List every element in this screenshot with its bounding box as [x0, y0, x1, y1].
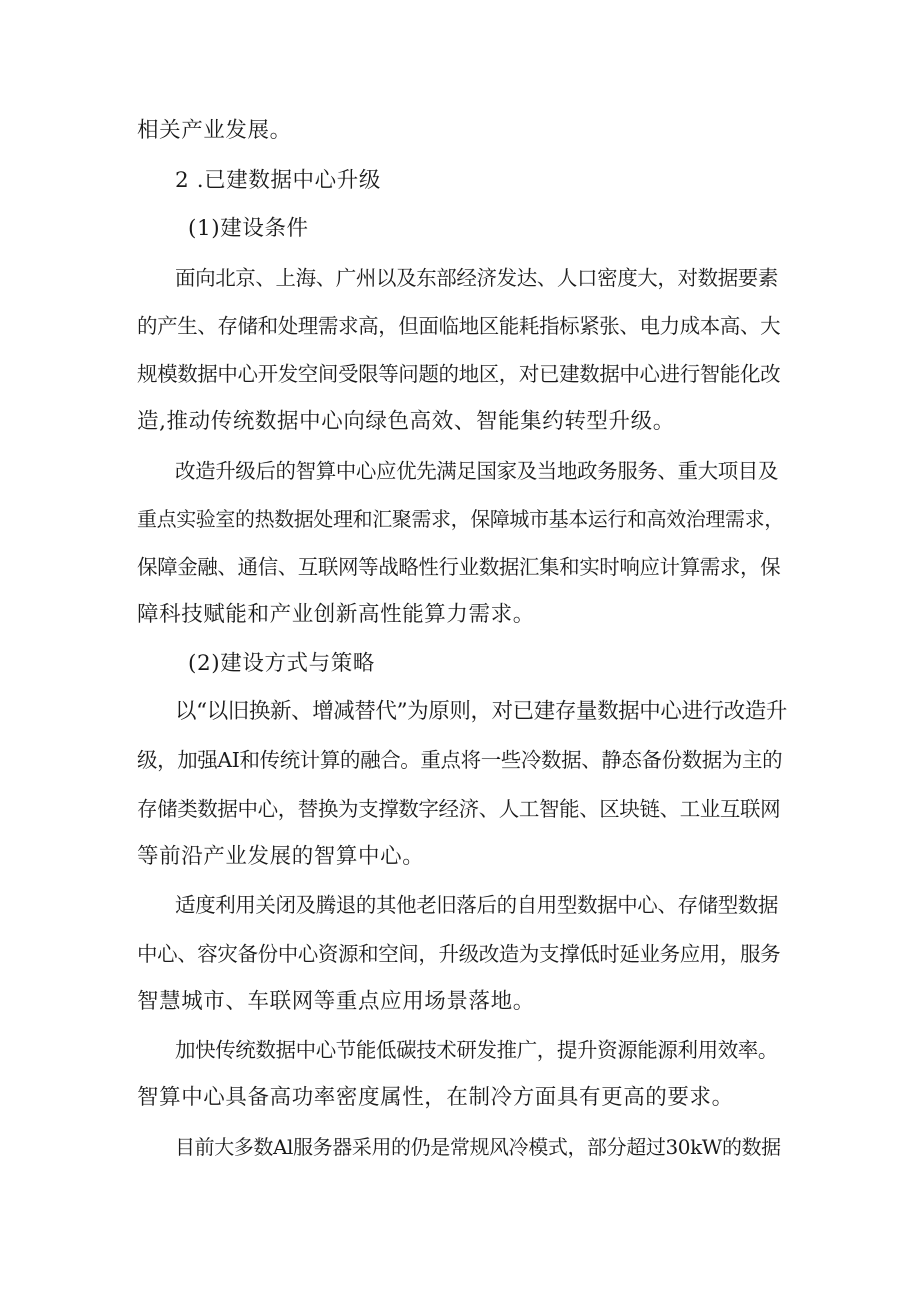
- section-heading: 2 .已建数据中心升级: [175, 168, 381, 193]
- subsection-heading: (1)建设条件: [188, 216, 309, 241]
- paragraph-line: 中心、容灾备份中心资源和空间，升级改造为支撑低时延业务应用，服务: [137, 942, 781, 966]
- subsection-heading: (2)建设方式与策略: [188, 651, 375, 676]
- paragraph-line: 等前沿产业发展的智算中心。: [137, 844, 425, 869]
- paragraph-line: 加快传统数据中心节能低碳技术研发推广，提升资源能源利用效率。: [175, 1038, 778, 1062]
- paragraph-line: 规模数据中心开发空间受限等问题的地区，对已建数据中心进行智能化改: [137, 362, 781, 386]
- paragraph-line: 目前大多数Al服务器采用的仍是常规风冷模式，部分超过30kW的数据: [175, 1135, 781, 1159]
- paragraph-line: 智算中心具备高功率密度属性，在制冷方面具有更高的要求。: [137, 1085, 734, 1110]
- paragraph-line: 级，加强AI和传统计算的融合。重点将一些冷数据、静态备份数据为主的: [137, 748, 783, 772]
- paragraph-line: 以“以旧换新、增减替代”为原则，对已建存量数据中心进行改造升: [175, 699, 787, 724]
- paragraph-line: 适度利用关闭及腾退的其他老旧落后的自用型数据中心、存储型数据: [175, 893, 778, 917]
- paragraph-line: 保障金融、通信、互联网等战略性行业数据汇集和实时响应计算需求，保: [137, 555, 781, 579]
- paragraph-line: 智慧城市、车联网等重点应用场景落地。: [137, 989, 535, 1014]
- paragraph-line: 存储类数据中心，替换为支撑数字经济、人工智能、区块链、工业互联网: [137, 797, 781, 821]
- paragraph-line: 障科技赋能和产业创新高性能算力需求。: [137, 602, 535, 627]
- paragraph-continuation-line: 相关产业发展。: [137, 118, 292, 143]
- paragraph-line: 造,推动传统数据中心向绿色高效、智能集约转型升级。: [137, 409, 675, 434]
- paragraph-line: 改造升级后的智算中心应优先满足国家及当地政务服务、重大项目及: [175, 459, 778, 483]
- paragraph-line: 重点实验室的热数据处理和汇聚需求，保障城市基本运行和高效治理需求，: [137, 507, 784, 531]
- paragraph-line: 面向北京、上海、广州以及东部经济发达、人口密度大，对数据要素: [175, 266, 778, 290]
- paragraph-line: 的产生、存储和处理需求高，但面临地区能耗指标紧张、电力成本高、大: [137, 314, 781, 338]
